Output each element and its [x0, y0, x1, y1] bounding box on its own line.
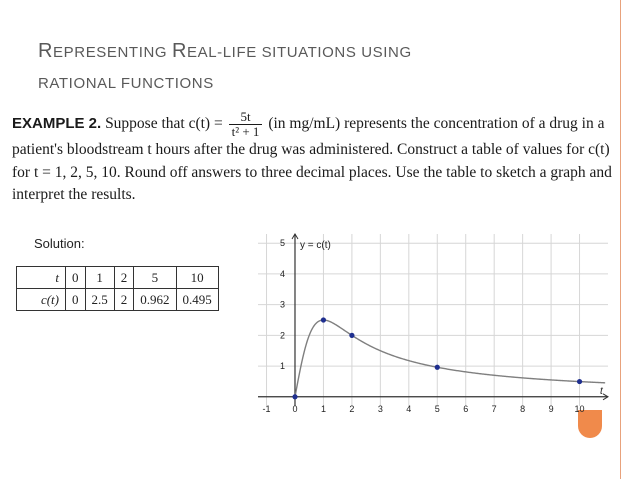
x-axis-label: t [600, 385, 603, 397]
slide-title [38, 36, 598, 99]
table-header-c: c(t) [17, 289, 66, 311]
x-tick-label: 7 [491, 403, 497, 414]
table-cell: 0.495 [176, 289, 218, 311]
example-text [12, 110, 612, 207]
table-cell: 0 [66, 289, 86, 311]
table-cell: 2 [114, 267, 134, 289]
x-tick-label: 5 [434, 403, 440, 414]
table-row-t [17, 267, 219, 289]
solution-label: Solution: [34, 236, 85, 251]
x-tick-label: 0 [292, 403, 298, 414]
fraction [229, 110, 263, 139]
example-text-2: (in mg/mL) represents the concentration of a drug in a patient's bloodstream t hours after the drug was administered. Construct a table of values for c(t) for t = 1, 2, 5, 10. Round off answers to three decimal places. Use the table to sketch a graph and interpret the results. [12, 115, 612, 203]
x-tick-label: 10 [574, 403, 585, 414]
y-tick-label: 1 [279, 361, 285, 372]
x-tick-label: 6 [463, 403, 469, 414]
example-label: EXAMPLE 2. [12, 115, 102, 133]
title-line-1: REPRESENTING REAL-LIFE SITUATIONS USING [38, 40, 412, 62]
x-tick-label: 3 [377, 403, 383, 414]
fraction-denominator: t² + 1 [231, 124, 260, 139]
example-text-1: Suppose that c(t) = [105, 115, 223, 133]
x-tick-label: 1 [320, 403, 326, 414]
concentration-graph [258, 228, 612, 432]
table-cell: 0 [66, 267, 86, 289]
data-point [321, 317, 326, 322]
table-cell: 10 [176, 267, 218, 289]
table-cell: 2 [114, 289, 134, 311]
data-point [577, 379, 582, 384]
x-tick-label: 9 [548, 403, 554, 414]
table-cell: 0.962 [134, 289, 176, 311]
table-cell: 1 [85, 267, 114, 289]
data-point [292, 394, 297, 399]
slide-edge-rule [620, 0, 621, 479]
x-tick-label: 4 [406, 403, 412, 414]
concentration-curve [295, 320, 605, 397]
table-row-c [17, 289, 219, 311]
data-point [435, 365, 440, 370]
data-point [349, 333, 354, 338]
y-tick-label: 5 [279, 238, 285, 249]
values-table [16, 266, 219, 311]
x-tick-label: 2 [349, 403, 355, 414]
y-tick-label: 2 [279, 330, 285, 341]
table-cell: 2.5 [85, 289, 114, 311]
x-tick-label: -1 [262, 403, 271, 414]
title-line-2: RATIONAL FUNCTIONS [38, 75, 214, 92]
y-tick-label: 4 [279, 268, 285, 279]
y-axis-label: y = c(t) [299, 240, 331, 251]
x-tick-label: 8 [520, 403, 526, 414]
table-header-t: t [17, 267, 66, 289]
table-cell: 5 [134, 267, 176, 289]
fraction-numerator: 5t [229, 110, 263, 125]
y-tick-label: 3 [279, 299, 285, 310]
